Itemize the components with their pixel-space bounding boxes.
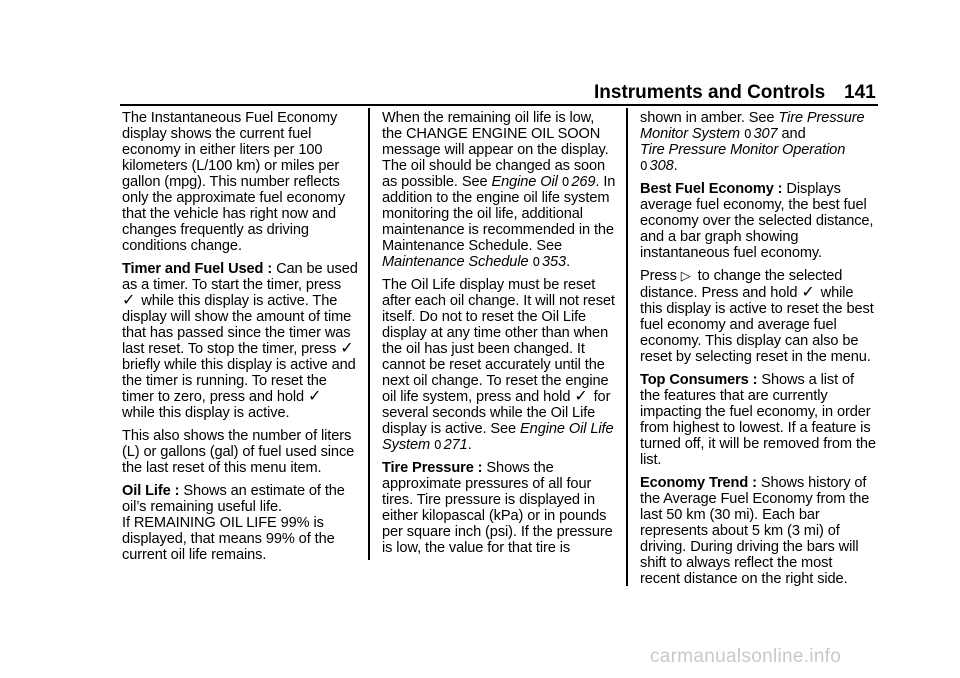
oil-reset-text-1: The Oil Life display must be reset after each oil change. It will not reset itself. Do not to reset the Oil Life display at any time other than when the oil has just been changed. It cannot be reset accurately until the next oil change. To reset the engine oil life system, press and hold xyxy=(382,277,615,405)
tire-pressure-paragraph xyxy=(382,460,618,556)
timer-text-3: briefly while this display is active and the timer is running. To reset the timer to zero, press and hold xyxy=(122,357,356,405)
engine-oil-page[interactable]: 269 xyxy=(571,174,596,190)
oil-low-text-2: In addition to the engine oil life system monitoring the oil life, additional maintenance is recommended in the Maintenance Schedule. See xyxy=(382,174,616,254)
timer-fuel-used-label: Timer and Fuel Used : xyxy=(122,261,273,277)
page-ref-icon: 0 xyxy=(561,175,570,189)
oil-life-text-2: If REMAINING OIL LIFE 99% is displayed, that means 99% of the current oil life remains. xyxy=(122,515,335,563)
tire-amber-paragraph: shown in amber. See Tire Pressure Monitor System 0 307 and Tire Pressure Monitor Operation 0 308. xyxy=(640,110,865,174)
column-2 xyxy=(382,110,618,563)
watermark: carmanualsonline.info xyxy=(650,646,842,667)
top-consumers-text: Shows a list of the features that are currently impacting the fuel economy, in order from highest to lowest. If a feature is turned off, it will be removed from the list. xyxy=(640,372,876,468)
timer-text-4: while this display is active. xyxy=(122,405,290,421)
timer-text-2: while this display is active. The display will show the amount of time that has passed since the timer was last reset. To stop the timer, press xyxy=(122,293,352,357)
top-consumers-paragraph xyxy=(640,372,876,468)
oil-life-text-1: Shows an estimate of the oil’s remaining useful life. xyxy=(122,483,345,515)
page-number: 141 xyxy=(844,82,876,103)
fuel-used-paragraph: This also shows the number of liters (L) or gallons (gal) of fuel used since the last reset of this menu item. xyxy=(122,428,355,476)
engine-oil-life-system-link[interactable]: Engine Oil Life System xyxy=(382,421,614,453)
economy-trend-label: Economy Trend : xyxy=(640,475,757,491)
check-icon: ✓ xyxy=(308,386,322,405)
tpms-link[interactable]: Tire Pressure Monitor System xyxy=(640,110,865,142)
instant-fuel-economy-paragraph: The Instantaneous Fuel Economy display shows the current fuel economy in either liters per 100 kilometers (L/100 km) or miles per gallon (mpg). This number reflects only the approximate fuel economy that the vehicle has right now and changes frequently as driving conditions change. xyxy=(122,110,346,254)
page-ref-icon: 0 xyxy=(434,438,442,452)
maintenance-schedule-link[interactable]: Maintenance Schedule xyxy=(382,254,529,270)
press-text-2: to change the selected distance. Press and hold xyxy=(640,268,843,301)
timer-fuel-used-paragraph xyxy=(122,261,360,421)
tire-pressure-text: Shows the approximate pressures of all four tires. Tire pressure is displayed in either kilopascal (kPa) or in pounds per square inch (psi). If the pressure is low, the value for that tire is xyxy=(382,460,613,556)
tire-amber-text: shown in amber. See xyxy=(640,110,775,126)
page-ref-icon: 0 xyxy=(743,127,752,141)
check-icon: ✓ xyxy=(801,282,815,301)
oil-reset-paragraph: The Oil Life display must be reset after each oil change. It will not reset itself. Do not to reset the Oil Life display at any time other than when the oil has just been changed. It cannot be reset accurately until the next oil change. To reset the engine oil life system, press and hold ✓ for several seconds while the Oil Life display is active. See Engine Oil Life System 0 271. xyxy=(382,277,615,453)
and-text: and xyxy=(781,126,806,142)
economy-trend-text: Shows history of the Average Fuel Economy from the last 50 km (30 mi). Each bar represents about 5 km (3 mi) of driving. During driving the bars will shift to always reflect the most recent distance on the right side. xyxy=(640,475,870,587)
tpms-operation-page[interactable]: 308 xyxy=(649,158,674,174)
press-text-3: while this display is active to reset the best fuel economy and average fuel economy. This display can also be reset by selecting reset in the menu. xyxy=(640,285,874,365)
page-ref-icon: 0 xyxy=(640,159,648,173)
best-fuel-economy-paragraph xyxy=(640,181,876,261)
timer-text-1: Can be used as a timer. To start the timer, press xyxy=(122,261,358,293)
oil-low-paragraph: When the remaining oil life is low, the CHANGE ENGINE OIL SOON message will appear on the display. The oil should be changed as soon as possible. See Engine Oil 0 269. In addition to the engine oil life system monitoring the oil life, additional maintenance is recommended in the Maintenance Schedule. See Maintenance Schedule 0 353. xyxy=(382,110,616,270)
best-fuel-economy-text: Displays average fuel economy, the best fuel economy over the selected distance, and a bar graph showing instantaneous fuel economy. xyxy=(640,181,874,261)
top-consumers-label: Top Consumers : xyxy=(640,372,758,388)
engine-oil-link[interactable]: Engine Oil xyxy=(491,174,558,190)
oil-reset-text-2: for several seconds while the Oil Life display is active. See xyxy=(382,389,611,437)
page-ref-icon: 0 xyxy=(532,255,540,269)
column-3 xyxy=(640,110,876,594)
next-arrow-icon: ▷ xyxy=(680,269,691,284)
section-title: Instruments and Controls xyxy=(594,82,826,103)
column-1 xyxy=(122,110,360,570)
tire-pressure-label: Tire Pressure : xyxy=(382,460,483,476)
press-next-paragraph xyxy=(640,268,876,365)
column-divider-right xyxy=(626,108,628,586)
oil-life-paragraph xyxy=(122,483,360,563)
engine-oil-life-system-page[interactable]: 271 xyxy=(443,437,468,453)
header-rule xyxy=(120,104,878,106)
oil-life-label: Oil Life : xyxy=(122,483,180,499)
press-text-1: Press xyxy=(640,268,677,284)
column-divider-left xyxy=(368,108,370,560)
best-fuel-economy-label: Best Fuel Economy : xyxy=(640,181,783,197)
tpms-page[interactable]: 307 xyxy=(753,126,778,142)
check-icon: ✓ xyxy=(122,290,136,309)
economy-trend-paragraph xyxy=(640,475,876,587)
check-icon: ✓ xyxy=(574,386,588,405)
maintenance-schedule-page[interactable]: 353 xyxy=(542,254,567,270)
check-icon: ✓ xyxy=(340,338,354,357)
oil-low-text-1: When the remaining oil life is low, the CHANGE ENGINE OIL SOON message will appear on the display. The oil should be changed as soon as possible. See xyxy=(382,110,609,190)
tpms-operation-link[interactable]: Tire Pressure Monitor Operation xyxy=(640,142,846,158)
